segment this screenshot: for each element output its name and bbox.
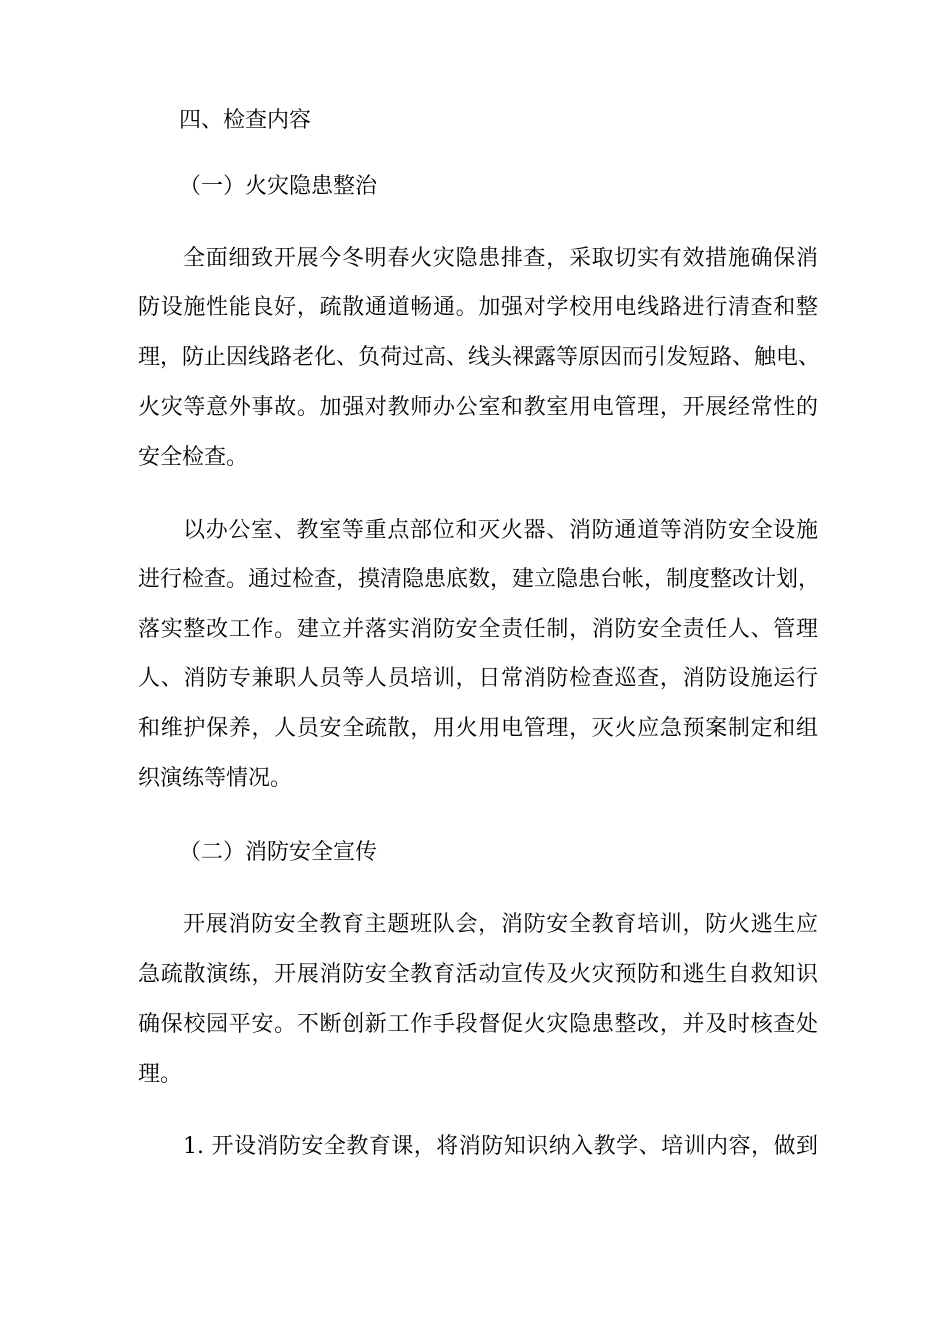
paragraph-line: 人、消防专兼职人员等人员培训，日常消防检查巡查，消防设施运行	[138, 666, 818, 691]
paragraph-line: 理，防止因线路老化、负荷过高、线头裸露等原因而引发短路、触电、	[138, 345, 821, 370]
paragraph-line: 和维护保养，人员安全疏散，用火用电管理，灭火应急预案制定和组	[138, 716, 818, 741]
paragraph-line: 全面细致开展今冬明春火灾隐患排查，采取切实有效措施确保消	[183, 246, 818, 271]
paragraph-line: 确保校园平安。不断创新工作手段督促火灾隐患整改，并及时核查处	[138, 1012, 818, 1037]
list-item: 1. 开设消防安全教育课，将消防知识纳入教学、培训内容，做到	[183, 1134, 818, 1159]
paragraph-line: 火灾等意外事故。加强对教师办公室和教室用电管理，开展经常性的	[138, 395, 818, 420]
paragraph-line: 理。	[138, 1062, 183, 1087]
paragraph-line: 织演练等情况。	[138, 766, 293, 791]
paragraph-line: 以办公室、教室等重点部位和灭火器、消防通道等消防安全设施	[183, 518, 818, 543]
subsection-heading: （二）消防安全宣传	[179, 840, 378, 865]
paragraph-line: 开展消防安全教育主题班队会，消防安全教育培训，防火逃生应	[183, 912, 818, 937]
section-heading: 四、检查内容	[179, 108, 312, 133]
paragraph-line: 进行检查。通过检查，摸清隐患底数，建立隐患台帐，制度整改计划，	[138, 567, 821, 592]
paragraph-line: 急疏散演练，开展消防安全教育活动宣传及火灾预防和逃生自救知识	[138, 962, 818, 987]
paragraph-line: 安全检查。	[138, 445, 249, 470]
paragraph-line: 落实整改工作。建立并落实消防安全责任制，消防安全责任人、管理	[138, 617, 818, 642]
subsection-heading: （一）火灾隐患整治	[179, 174, 378, 199]
paragraph-line: 防设施性能良好，疏散通道畅通。加强对学校用电线路进行清查和整	[138, 295, 818, 320]
